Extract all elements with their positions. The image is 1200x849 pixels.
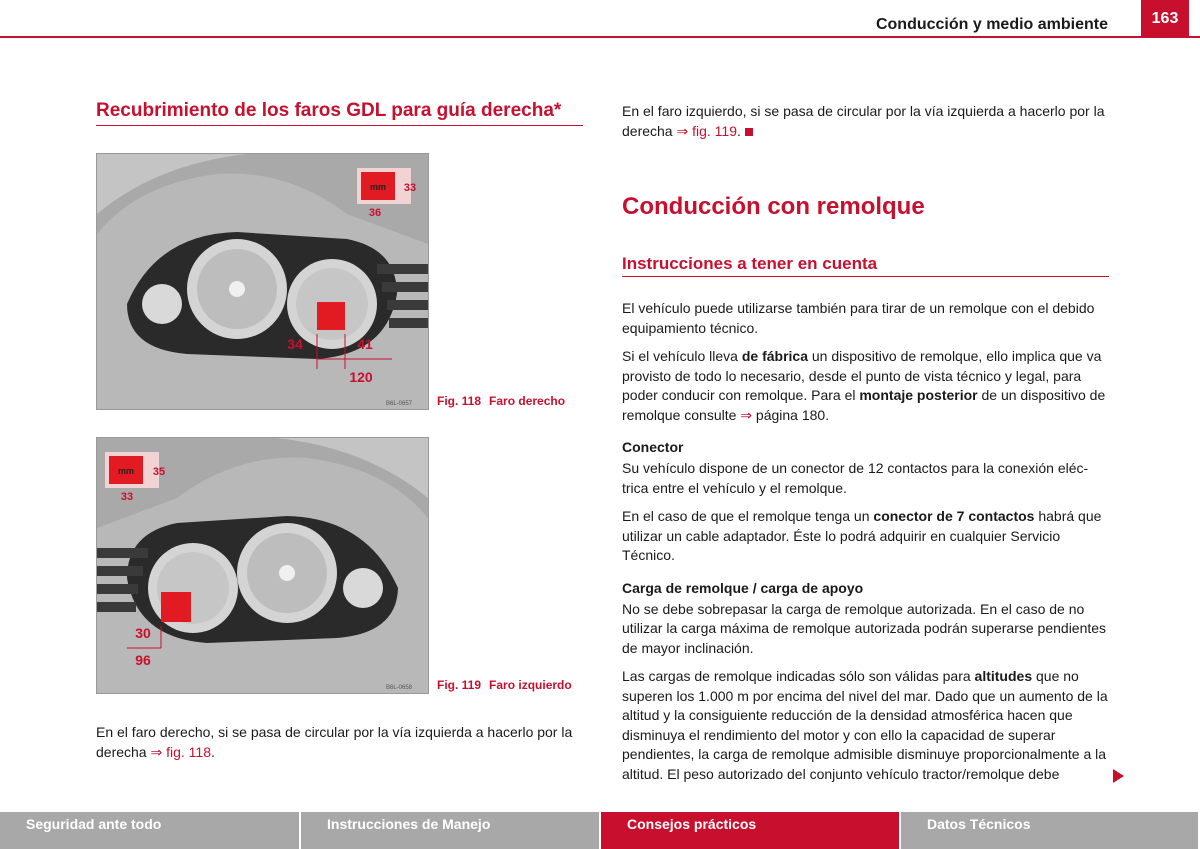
p4-text-c: habrá que utilizar un cable adaptador. Éste lo podrá adquirir en cualquier Servicio Técnico. [622,508,1102,563]
fig118-label-41: 41 [357,336,373,352]
subsection-title: Instrucciones a tener en cuenta [622,254,1109,277]
fig119-label-33: 33 [120,491,134,503]
fig118-code: B6L-0657 [385,401,413,407]
figure-119-image [96,437,429,694]
page-number: 163 [1141,0,1189,38]
fig119-caption [437,678,572,692]
intro-text: En el faro izquierdo, si se pasa de circular por la vía izquierda a hacerlo por la derecha [622,103,1105,139]
intro-paragraph [622,102,1109,141]
paragraph-4 [622,507,1109,566]
ref-arrow-icon: ⇒ [676,122,689,139]
fig119-label-30: 30 [135,625,151,641]
figure-118-image [96,153,429,410]
intro-end: . [737,122,741,139]
paragraph-5: No se debe sobrepasar la carga de remolque autorizada. En el caso de no utilizar la carga máxima de remolque autorizada podrán superarse pendientes de mayor inclinación. [622,600,1107,656]
fig118-label-120: 120 [349,369,373,385]
fig118-label-33: 33 [403,182,417,194]
fig119-label-mm: mm [117,466,135,476]
left-paragraph-end: . [211,743,215,760]
link-fig-118[interactable]: fig. 118 [166,743,211,760]
footer-tab-instrucciones[interactable]: Instrucciones de Manejo [301,812,599,849]
continue-arrow-icon [1113,769,1124,783]
footer-tab-datos[interactable]: Datos Técnicos [901,812,1198,849]
p2-text-d: de un dispositivo de remolque consulte [622,387,1106,423]
chapter-title: Conducción con remolque [622,193,925,220]
end-of-section-icon [745,128,753,136]
fig119-caption-text: Faro izquierdo [489,678,572,692]
left-paragraph-text: En el faro derecho, si se pasa de circular por la vía izquierda a hacerlo por la derecha [96,724,573,760]
fig119-label-35: 35 [152,466,166,478]
fig119-code: B6L-0658 [385,685,413,691]
footer-nav [0,812,1200,849]
fig118-caption-text: Faro derecho [489,394,566,408]
header-rule [0,36,1200,38]
paragraph-6 [622,667,1109,784]
p2-bold-1: de fábrica [741,348,808,364]
fig118-caption-number: Fig. 118 [437,394,482,408]
heading-conector: Conector [622,439,684,455]
p6-text-a: Las cargas de remolque indicadas sólo son válidas para [622,668,975,684]
ref-arrow-icon: ⇒ [740,406,753,423]
p2-text-a: Si el vehículo lleva [622,348,742,364]
link-fig-119[interactable]: fig. 119 [692,122,737,139]
p6-bold: altitudes [974,668,1033,684]
fig118-caption [437,394,565,408]
p6-text-c: que no superen los 1.000 m por encima del nivel del mar. Dado que un aumento de la altitud y la consiguiente reducción de la densidad atmosférica hacen que disminuya el rendimiento del motor y con ello la capacidad de superar pendientes, la carga de remolque admisible disminuye proporcionalmente a la altitud. El peso autorizado del conjunto vehículo tractor/remolque debe [622,668,1108,782]
fig118-label-36: 36 [368,207,382,219]
right-body [622,299,1109,784]
paragraph-2 [622,347,1109,425]
running-header-title: Conducción y medio ambiente [875,16,1108,33]
fig119-caption-number: Fig. 119 [437,678,482,692]
fig118-label-mm: mm [369,182,387,192]
fig118-label-34: 34 [287,336,303,352]
left-paragraph [96,723,583,762]
footer-tab-consejos[interactable]: Consejos prácticos [601,812,899,849]
p4-text-a: En el caso de que el remolque tenga un [622,508,874,524]
ref-arrow-icon: ⇒ [150,743,163,760]
section-title: Recubrimiento de los faros GDL para guía derecha* [96,100,583,126]
heading-carga: Carga de remolque / carga de apoyo [622,579,864,596]
footer-tab-seguridad[interactable]: Seguridad ante todo [0,812,299,849]
p2-text-c: un dispositivo de remolque, ello implica que va provisto de todo lo necesario, desde el punto de vista técnico y legal, para poder conducir con remolque. Para el [622,348,1102,403]
paragraph-3: Su vehículo dispone de un conector de 12 contactos para la conexión eléctrica entre el vehículo y el remolque. [622,460,1089,496]
fig119-label-96: 96 [135,652,151,668]
link-page-180[interactable]: página 180. [752,406,830,423]
paragraph-1: El vehículo puede utilizarse también para tirar de un remolque con el debido equipamiento técnico. [622,300,1095,336]
p4-bold: conector de 7 contactos [873,508,1035,524]
p2-bold-2: montaje posterior [859,387,978,403]
